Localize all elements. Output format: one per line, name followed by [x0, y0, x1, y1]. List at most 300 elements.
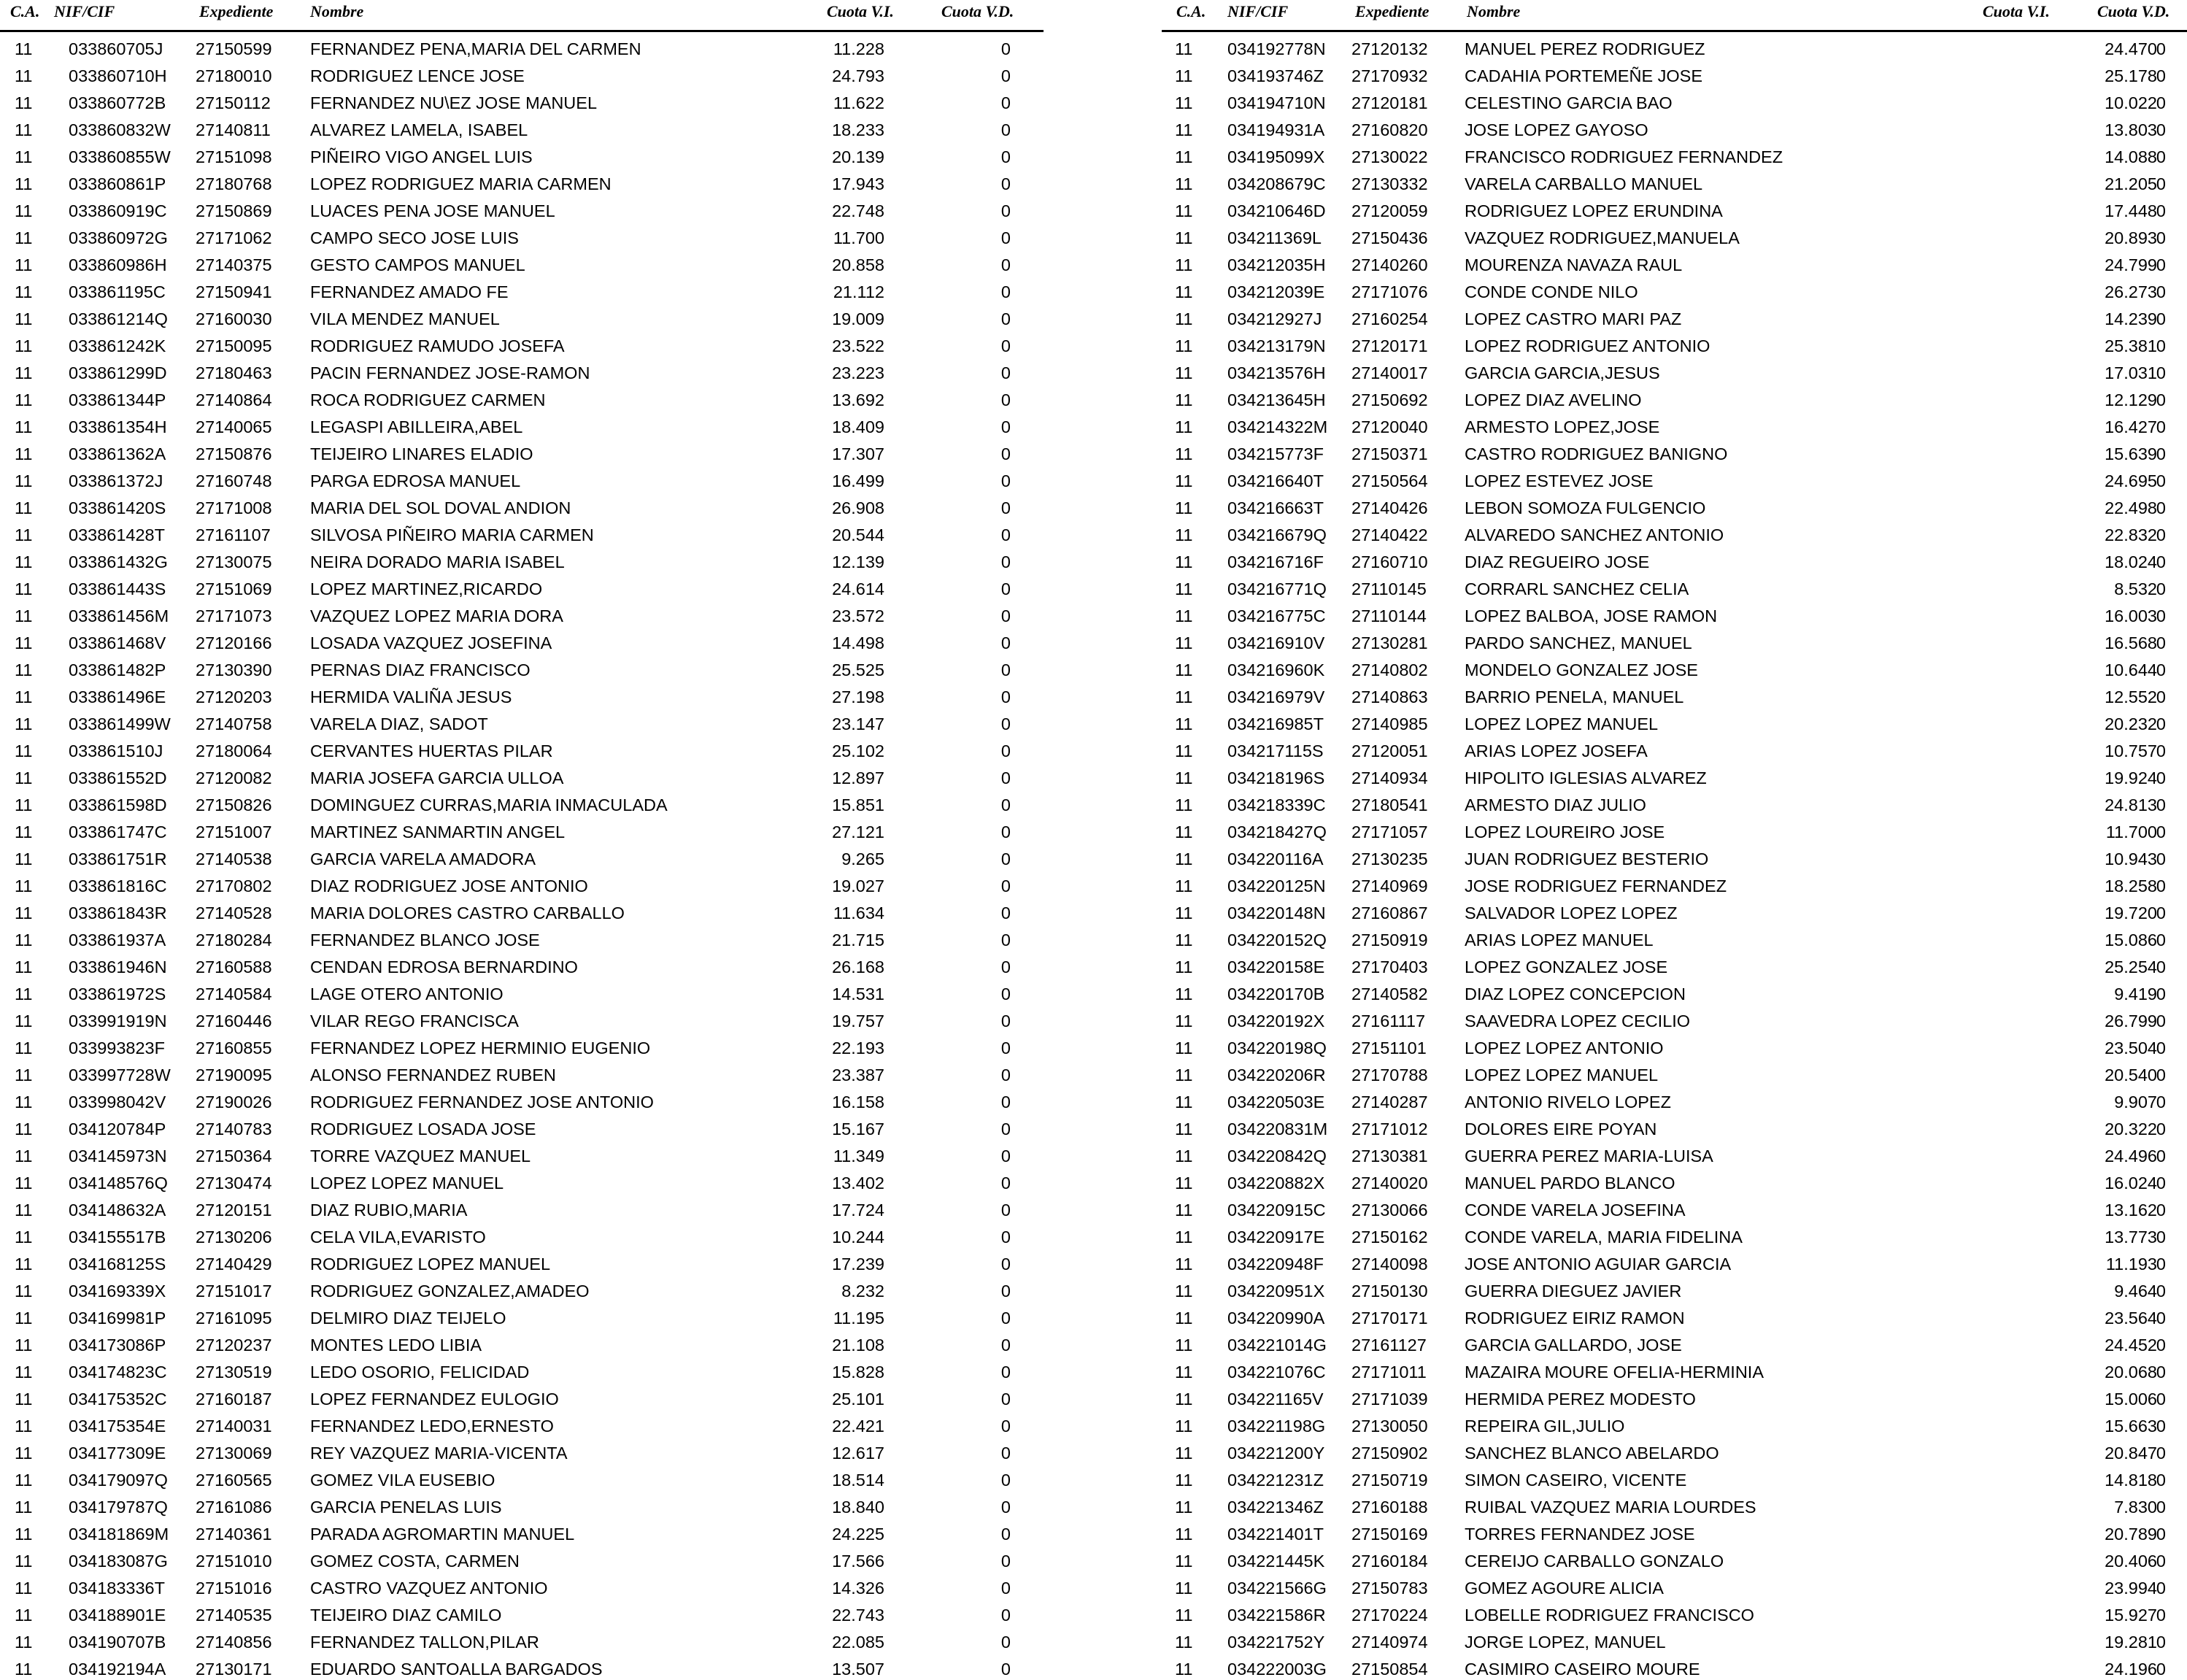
- nif-cell: 034221198G: [1227, 1417, 1326, 1436]
- expediente-cell: 27150112: [196, 93, 271, 112]
- header-nif: NIF/CIF: [54, 2, 115, 20]
- table-row: [0, 1545, 1044, 1572]
- nombre-cell: NEIRA DORADO MARIA ISABEL: [310, 552, 565, 571]
- nombre-cell: MAZAIRA MOURE OFELIA-HERMINIA: [1465, 1363, 1764, 1382]
- cuota-vi-cell: 20.139: [832, 147, 884, 166]
- ca-cell: 11: [15, 1579, 33, 1598]
- ca-cell: 11: [15, 957, 33, 976]
- cuota-vi-cell: 13.773: [2105, 1228, 2157, 1246]
- cuota-vd-cell: 0: [1000, 876, 1011, 895]
- ca-cell: 11: [1175, 255, 1193, 274]
- cuota-vi-cell: 26.168: [832, 957, 884, 976]
- nif-cell: 033861843R: [69, 903, 167, 922]
- cuota-vi-cell: 18.258: [2105, 876, 2157, 895]
- table-row: [0, 1275, 1044, 1302]
- nombre-cell: LOPEZ GONZALEZ JOSE: [1465, 957, 1668, 976]
- expediente-cell: 27171073: [196, 606, 272, 625]
- cuota-vi-cell: 18.840: [832, 1498, 884, 1517]
- cuota-vi-cell: 8.532: [2114, 579, 2157, 598]
- ca-cell: 11: [1175, 957, 1193, 976]
- cuota-vd-cell: 0: [1000, 1498, 1011, 1517]
- nif-cell: 033860772B: [69, 93, 166, 112]
- expediente-cell: 27130390: [196, 660, 272, 679]
- cuota-vi-cell: 17.724: [832, 1201, 884, 1219]
- ca-cell: 11: [15, 1660, 33, 1679]
- ca-cell: 11: [1175, 363, 1193, 382]
- expediente-cell: 27170932: [1351, 66, 1428, 85]
- ca-cell: 11: [1175, 1201, 1193, 1219]
- nif-cell: 034218196S: [1227, 768, 1325, 787]
- cuota-vi-cell: 15.006: [2105, 1390, 2157, 1409]
- cuota-vi-cell: 25.254: [2105, 957, 2157, 976]
- cuota-vd-cell: 0: [1000, 255, 1011, 274]
- left-table-body: [0, 33, 1044, 1680]
- nombre-cell: DOLORES EIRE POYAN: [1465, 1120, 1657, 1138]
- expediente-cell: 27140287: [1351, 1093, 1428, 1111]
- cuota-vd-cell: 0: [1000, 1471, 1011, 1490]
- cuota-vd-cell: 0: [2156, 1255, 2166, 1274]
- nombre-cell: GESTO CAMPOS MANUEL: [310, 255, 525, 274]
- nombre-cell: REY VAZQUEZ MARIA-VICENTA: [310, 1444, 568, 1463]
- nombre-cell: LOPEZ LOPEZ MANUEL: [1465, 714, 1659, 733]
- left-table: [0, 0, 1044, 1680]
- nombre-cell: GARCIA VARELA AMADORA: [310, 849, 536, 868]
- cuota-vi-cell: 13.507: [832, 1660, 884, 1679]
- cuota-vd-cell: 0: [1000, 687, 1011, 706]
- nombre-cell: LOPEZ BALBOA, JOSE RAMON: [1465, 606, 1718, 625]
- cuota-vi-cell: 13.402: [832, 1174, 884, 1192]
- cuota-vd-cell: 0: [1000, 1525, 1011, 1544]
- nif-cell: 033860855W: [69, 147, 171, 166]
- table-row: [1162, 1221, 2187, 1248]
- nif-cell: 033861354H: [69, 417, 167, 436]
- expediente-cell: 27140582: [1351, 985, 1428, 1003]
- nombre-cell: VAZQUEZ RODRIGUEZ,MANUELA: [1465, 228, 1740, 247]
- nif-cell: 034221586R: [1227, 1606, 1326, 1625]
- cuota-vi-cell: 17.448: [2105, 201, 2157, 220]
- ca-cell: 11: [15, 1336, 33, 1355]
- cuota-vi-cell: 13.803: [2105, 120, 2157, 139]
- cuota-vi-cell: 20.232: [2105, 714, 2157, 733]
- ca-cell: 11: [15, 1120, 33, 1138]
- expediente-cell: 27120181: [1351, 93, 1428, 112]
- cuota-vd-cell: 0: [1000, 1039, 1011, 1057]
- header-rule: [1162, 30, 2187, 32]
- expediente-cell: 27140535: [196, 1606, 272, 1625]
- ca-cell: 11: [15, 579, 33, 598]
- cuota-vi-cell: 11.349: [833, 1147, 884, 1165]
- cuota-vd-cell: 0: [1000, 336, 1011, 355]
- ca-cell: 11: [15, 985, 33, 1003]
- table-row: [0, 1059, 1044, 1086]
- cuota-vd-cell: 0: [2156, 1444, 2166, 1463]
- nombre-cell: GOMEZ VILA EUSEBIO: [310, 1471, 495, 1490]
- cuota-vd-cell: 0: [2156, 1417, 2166, 1436]
- ca-cell: 11: [1175, 1660, 1193, 1679]
- cuota-vd-cell: 0: [1000, 903, 1011, 922]
- nif-cell: 034220152Q: [1227, 930, 1327, 949]
- expediente-cell: 27180064: [196, 741, 272, 760]
- nif-cell: 033861496E: [69, 687, 166, 706]
- nif-cell: 034218427Q: [1227, 822, 1327, 841]
- cuota-vd-cell: 0: [2156, 498, 2166, 517]
- cuota-vd-cell: 0: [1000, 579, 1011, 598]
- table-row: [1162, 276, 2187, 303]
- cuota-vd-cell: 0: [2156, 390, 2166, 409]
- nombre-cell: MANUEL PEREZ RODRIGUEZ: [1465, 39, 1705, 58]
- cuota-vd-cell: 0: [1000, 282, 1011, 301]
- nombre-cell: SILVOSA PIÑEIRO MARIA CARMEN: [310, 525, 594, 544]
- table-row: [1162, 519, 2187, 546]
- nombre-cell: TEIJEIRO DIAZ CAMILO: [310, 1606, 502, 1625]
- cuota-vi-cell: 21.715: [832, 930, 884, 949]
- ca-cell: 11: [1175, 1174, 1193, 1192]
- table-row: [1162, 1005, 2187, 1032]
- nombre-cell: FRANCISCO RODRIGUEZ FERNANDEZ: [1465, 147, 1783, 166]
- cuota-vi-cell: 16.427: [2105, 417, 2157, 436]
- cuota-vd-cell: 0: [2156, 1120, 2166, 1138]
- expediente-cell: 27140422: [1351, 525, 1428, 544]
- table-row: [0, 870, 1044, 897]
- expediente-cell: 27140017: [1351, 363, 1428, 382]
- cuota-vd-cell: 0: [1000, 1093, 1011, 1111]
- nif-cell: 034168125S: [69, 1255, 166, 1274]
- cuota-vd-cell: 0: [2156, 849, 2166, 868]
- nif-cell: 034183087G: [69, 1552, 168, 1571]
- ca-cell: 11: [1175, 795, 1193, 814]
- nif-cell: 034183336T: [69, 1579, 165, 1598]
- nif-cell: 034148632A: [69, 1201, 166, 1219]
- cuota-vd-cell: 0: [2156, 1525, 2166, 1544]
- cuota-vi-cell: 21.108: [832, 1336, 884, 1355]
- table-row: [1162, 816, 2187, 843]
- cuota-vi-cell: 25.525: [832, 660, 884, 679]
- table-row: [0, 465, 1044, 492]
- nombre-cell: CASTRO RODRIGUEZ BANIGNO: [1465, 444, 1728, 463]
- cuota-vd-cell: 0: [1000, 1012, 1011, 1030]
- cuota-vd-cell: 0: [2156, 606, 2166, 625]
- nif-cell: 033861456M: [69, 606, 169, 625]
- cuota-vi-cell: 23.564: [2105, 1309, 2157, 1328]
- nombre-cell: PERNAS DIAZ FRANCISCO: [310, 660, 531, 679]
- table-row: [0, 276, 1044, 303]
- cuota-vd-cell: 0: [1000, 1147, 1011, 1165]
- ca-cell: 11: [1175, 687, 1193, 706]
- ca-cell: 11: [1175, 714, 1193, 733]
- table-row: [0, 654, 1044, 681]
- cuota-vd-cell: 0: [2156, 985, 2166, 1003]
- ca-cell: 11: [1175, 876, 1193, 895]
- expediente-cell: 27180768: [196, 174, 272, 193]
- header-cuota-vi: Cuota V.I.: [1983, 2, 2050, 20]
- cuota-vi-cell: 20.858: [832, 255, 884, 274]
- nombre-cell: GOMEZ COSTA, CARMEN: [310, 1552, 520, 1571]
- table-row: [0, 1140, 1044, 1167]
- nombre-cell: LOPEZ LOPEZ MANUEL: [310, 1174, 504, 1192]
- table-row: [0, 816, 1044, 843]
- nombre-cell: RODRIGUEZ EIRIZ RAMON: [1465, 1309, 1685, 1328]
- ca-cell: 11: [15, 1417, 33, 1436]
- nif-cell: 034190707B: [69, 1633, 166, 1652]
- expediente-cell: 27130474: [196, 1174, 272, 1192]
- table-row: [0, 681, 1044, 708]
- table-row: [0, 762, 1044, 789]
- expediente-cell: 27140934: [1351, 768, 1428, 787]
- cuota-vi-cell: 16.024: [2105, 1174, 2157, 1192]
- nombre-cell: LOSADA VAZQUEZ JOSEFINA: [310, 633, 552, 652]
- expediente-cell: 27130281: [1351, 633, 1428, 652]
- ca-cell: 11: [15, 1633, 33, 1652]
- cuota-vd-cell: 0: [1000, 1606, 1011, 1625]
- nif-cell: 034213645H: [1227, 390, 1326, 409]
- nombre-cell: PARDO SANCHEZ, MANUEL: [1465, 633, 1692, 652]
- header-nombre: Nombre: [310, 2, 364, 20]
- nombre-cell: MARTINEZ SANMARTIN ANGEL: [310, 822, 566, 841]
- nombre-cell: FERNANDEZ LOPEZ HERMINIO EUGENIO: [310, 1039, 651, 1057]
- cuota-vd-cell: 0: [2156, 309, 2166, 328]
- ca-cell: 11: [1175, 1498, 1193, 1517]
- expediente-cell: 27130066: [1351, 1201, 1428, 1219]
- expediente-cell: 27140538: [196, 849, 272, 868]
- nif-cell: 034220882X: [1227, 1174, 1325, 1192]
- nif-cell: 034210646D: [1227, 201, 1326, 220]
- cuota-vi-cell: 10.757: [2105, 741, 2157, 760]
- nombre-cell: SANCHEZ BLANCO ABELARDO: [1465, 1444, 1719, 1463]
- nombre-cell: CADAHIA PORTEMEÑE JOSE: [1465, 66, 1703, 85]
- nombre-cell: HERMIDA VALIÑA JESUS: [310, 687, 512, 706]
- cuota-vi-cell: 20.893: [2105, 228, 2157, 247]
- nombre-cell: CONDE VARELA, MARIA FIDELINA: [1465, 1228, 1743, 1246]
- cuota-vd-cell: 0: [2156, 471, 2166, 490]
- expediente-cell: 27140098: [1351, 1255, 1428, 1274]
- ca-cell: 11: [15, 66, 33, 85]
- right-header: [1162, 0, 2187, 33]
- cuota-vi-cell: 22.748: [832, 201, 884, 220]
- nif-cell: 033861299D: [69, 363, 167, 382]
- nombre-cell: CELESTINO GARCIA BAO: [1465, 93, 1673, 112]
- cuota-vi-cell: 24.452: [2105, 1336, 2157, 1355]
- cuota-vd-cell: 0: [1000, 1417, 1011, 1436]
- table-row: [0, 195, 1044, 222]
- cuota-vd-cell: 0: [2156, 579, 2166, 598]
- expediente-cell: 27180010: [196, 66, 272, 85]
- expediente-cell: 27150364: [196, 1147, 272, 1165]
- expediente-cell: 27120171: [1351, 336, 1428, 355]
- expediente-cell: 27150095: [196, 336, 272, 355]
- nif-cell: 034220170B: [1227, 985, 1325, 1003]
- cuota-vi-cell: 20.847: [2105, 1444, 2157, 1463]
- table-row: [1162, 492, 2187, 519]
- ca-cell: 11: [15, 1228, 33, 1246]
- nif-cell: 033861937A: [69, 930, 166, 949]
- cuota-vi-cell: 22.743: [832, 1606, 884, 1625]
- expediente-cell: 27150783: [1351, 1579, 1428, 1598]
- expediente-cell: 27140375: [196, 255, 272, 274]
- ca-cell: 11: [1175, 1093, 1193, 1111]
- cuota-vi-cell: 10.022: [2105, 93, 2157, 112]
- ca-cell: 11: [15, 471, 33, 490]
- table-row: [0, 168, 1044, 195]
- table-row: [1162, 1491, 2187, 1518]
- nombre-cell: FERNANDEZ NU\EZ JOSE MANUEL: [310, 93, 598, 112]
- expediente-cell: 27151016: [196, 1579, 272, 1598]
- ca-cell: 11: [15, 1444, 33, 1463]
- cuota-vd-cell: 0: [1000, 309, 1011, 328]
- ca-cell: 11: [15, 1174, 33, 1192]
- ca-cell: 11: [1175, 471, 1193, 490]
- ca-cell: 11: [15, 1525, 33, 1544]
- table-row: [0, 708, 1044, 735]
- ca-cell: 11: [1175, 1390, 1193, 1409]
- expediente-cell: 27140783: [196, 1120, 272, 1138]
- ca-cell: 11: [1175, 417, 1193, 436]
- expediente-cell: 27190026: [196, 1093, 272, 1111]
- nif-cell: 033861432G: [69, 552, 168, 571]
- nombre-cell: TORRES FERNANDEZ JOSE: [1465, 1525, 1695, 1544]
- ca-cell: 11: [1175, 1039, 1193, 1057]
- cuota-vi-cell: 26.799: [2105, 1012, 2157, 1030]
- expediente-cell: 27151101: [1351, 1039, 1427, 1057]
- nif-cell: 033861468V: [69, 633, 166, 652]
- nif-cell: 033861816C: [69, 876, 167, 895]
- cuota-vi-cell: 10.644: [2105, 660, 2157, 679]
- expediente-cell: 27140985: [1351, 714, 1428, 733]
- table-row: [0, 978, 1044, 1005]
- cuota-vi-cell: 19.757: [832, 1012, 884, 1030]
- table-row: [0, 627, 1044, 654]
- table-row: [0, 1005, 1044, 1032]
- nif-cell: 034214322M: [1227, 417, 1328, 436]
- nif-cell: 034221014G: [1227, 1336, 1327, 1355]
- nombre-cell: VILAR REGO FRANCISCA: [310, 1012, 519, 1030]
- ca-cell: 11: [15, 1552, 33, 1571]
- nif-cell: 033861214Q: [69, 309, 168, 328]
- ca-cell: 11: [1175, 1525, 1193, 1544]
- cuota-vd-cell: 0: [1000, 1174, 1011, 1192]
- ca-cell: 11: [15, 741, 33, 760]
- cuota-vi-cell: 9.464: [2114, 1282, 2157, 1301]
- table-row: [0, 114, 1044, 141]
- table-row: [1162, 465, 2187, 492]
- table-row: [0, 1437, 1044, 1464]
- cuota-vd-cell: 0: [2156, 1552, 2166, 1571]
- cuota-vd-cell: 0: [2156, 1201, 2166, 1219]
- cuota-vi-cell: 22.085: [832, 1633, 884, 1652]
- cuota-vi-cell: 23.994: [2105, 1579, 2157, 1598]
- nombre-cell: DELMIRO DIAZ TEIJELO: [310, 1309, 506, 1328]
- ca-cell: 11: [15, 336, 33, 355]
- ca-cell: 11: [15, 1471, 33, 1490]
- expediente-cell: 27161127: [1351, 1336, 1427, 1355]
- expediente-cell: 27190095: [196, 1066, 272, 1084]
- table-row: [1162, 870, 2187, 897]
- nif-cell: 034193746Z: [1227, 66, 1324, 85]
- cuota-vd-cell: 0: [2156, 336, 2166, 355]
- cuota-vd-cell: 0: [2156, 39, 2166, 58]
- table-row: [0, 1113, 1044, 1140]
- expediente-cell: 27160030: [196, 309, 272, 328]
- ca-cell: 11: [15, 255, 33, 274]
- nombre-cell: LUACES PENA JOSE MANUEL: [310, 201, 555, 220]
- table-row: [0, 897, 1044, 924]
- table-row: [1162, 708, 2187, 735]
- nombre-cell: LOPEZ MARTINEZ,RICARDO: [310, 579, 543, 598]
- cuota-vd-cell: 0: [2156, 417, 2166, 436]
- table-row: [1162, 1626, 2187, 1653]
- cuota-vi-cell: 14.498: [832, 633, 884, 652]
- cuota-vi-cell: 15.167: [832, 1120, 884, 1138]
- cuota-vi-cell: 18.514: [832, 1471, 884, 1490]
- nif-cell: 034179787Q: [69, 1498, 168, 1517]
- ca-cell: 11: [15, 309, 33, 328]
- nif-cell: 033861195C: [69, 282, 166, 301]
- expediente-cell: 27130022: [1351, 147, 1428, 166]
- ca-cell: 11: [15, 363, 33, 382]
- nif-cell: 034218339C: [1227, 795, 1326, 814]
- expediente-cell: 27140031: [196, 1417, 272, 1436]
- nif-cell: 033861482P: [69, 660, 166, 679]
- nif-cell: 034220148N: [1227, 903, 1326, 922]
- cuota-vd-cell: 0: [1000, 1363, 1011, 1382]
- cuota-vd-cell: 0: [2156, 66, 2166, 85]
- table-row: [0, 222, 1044, 249]
- expediente-cell: 27160588: [196, 957, 272, 976]
- table-row: [0, 1599, 1044, 1626]
- table-row: [0, 519, 1044, 546]
- cuota-vd-cell: 0: [2156, 1606, 2166, 1625]
- table-row: [0, 1626, 1044, 1653]
- expediente-cell: 27140361: [196, 1525, 272, 1544]
- table-row: [0, 924, 1044, 951]
- ca-cell: 11: [15, 444, 33, 463]
- expediente-cell: 27150371: [1351, 444, 1428, 463]
- ca-cell: 11: [15, 1498, 33, 1517]
- nif-cell: 034192194A: [69, 1660, 166, 1679]
- table-row: [0, 249, 1044, 276]
- nif-cell: 034220503E: [1227, 1093, 1325, 1111]
- cuota-vd-cell: 0: [2156, 282, 2166, 301]
- cuota-vd-cell: 0: [1000, 606, 1011, 625]
- cuota-vi-cell: 23.387: [832, 1066, 884, 1084]
- cuota-vi-cell: 18.409: [832, 417, 884, 436]
- nombre-cell: SALVADOR LOPEZ LOPEZ: [1465, 903, 1678, 922]
- ca-cell: 11: [15, 714, 33, 733]
- cuota-vd-cell: 0: [2156, 363, 2166, 382]
- expediente-cell: 27140426: [1351, 498, 1428, 517]
- expediente-cell: 27110145: [1351, 579, 1427, 598]
- nombre-cell: JOSE RODRIGUEZ FERNANDEZ: [1465, 876, 1727, 895]
- header-cuota-vd: Cuota V.D.: [941, 2, 1014, 20]
- nif-cell: 034212039E: [1227, 282, 1325, 301]
- nombre-cell: GARCIA GARCIA,JESUS: [1465, 363, 1660, 382]
- cuota-vi-cell: 15.851: [832, 795, 884, 814]
- expediente-cell: 27120166: [196, 633, 272, 652]
- table-row: [1162, 1032, 2187, 1059]
- expediente-cell: 27130075: [196, 552, 272, 571]
- nombre-cell: MANUEL PARDO BLANCO: [1465, 1174, 1675, 1192]
- table-row: [1162, 1383, 2187, 1410]
- ca-cell: 11: [15, 282, 33, 301]
- cuota-vi-cell: 19.009: [832, 309, 884, 328]
- expediente-cell: 27160748: [196, 471, 272, 490]
- cuota-vi-cell: 25.381: [2105, 336, 2157, 355]
- cuota-vi-cell: 13.162: [2105, 1201, 2157, 1219]
- nombre-cell: GUERRA DIEGUEZ JAVIER: [1465, 1282, 1682, 1301]
- ca-cell: 11: [15, 552, 33, 571]
- nombre-cell: FERNANDEZ AMADO FE: [310, 282, 509, 301]
- cuota-vi-cell: 15.639: [2105, 444, 2157, 463]
- ca-cell: 11: [1175, 741, 1193, 760]
